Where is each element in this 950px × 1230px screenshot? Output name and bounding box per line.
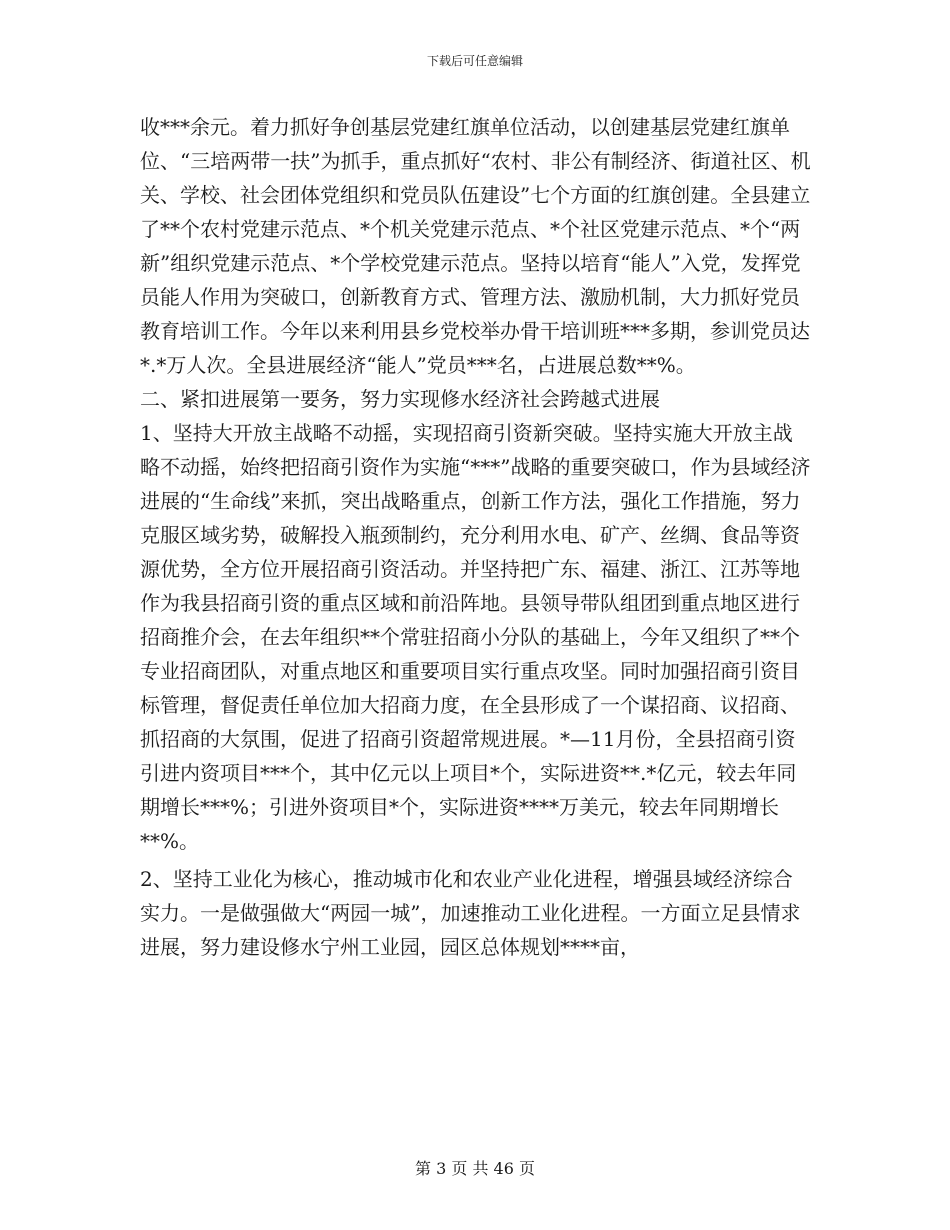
page-header-note: 下载后可任意编辑	[426, 54, 523, 68]
paragraph-investment: 1、坚持大开放主战略不动摇，实现招商引资新突破。坚持实施大开放主战略不动摇，始终把招商引资作为实施“***”战略的重要突破口，作为县域经济进展的“生命线”来抓，突出战略重点，创新工作方法，强化工作措施，努力克服区域劣势，破解投入瓶颈制约，充分利用水电、矿产、丝绸、食品等资源优势，全方位开展招商引资活动。并坚持把广东、福建、浙江、江苏等地作为我县招商引资的重点区域和前沿阵地。县领导带队组团到重点地区进行招商推介会，在去年组织**个常驻招商小分队的基础上，今年又组织了**个专业招商团队，对重点地区和重要项目实行重点攻坚。同时加强招商引资目标管理，督促责任单位加大招商力度，在全县形成了一个谋招商、议招商、抓招商的大氛围，促进了招商引资超常规进展。*—11月份，全县招商引资引进内资项目***个，其中亿元以上项目*个，实际进资**.*亿元，较去年同期增长***%；引进外资项目*个，实际进资****万美元，较去年同期增长**%。	[140, 421, 811, 853]
paragraph-industrialization: 2、坚持工业化为核心，推动城市化和农业产业化进程，增强县域经济综合实力。一是做强做大“两园一城”，加速推动工业化进程。一方面立足县情求进展，努力建设修水宁州工业园，园区总体规划****亩，	[140, 867, 801, 959]
paragraph-party-building: 收***余元。着力抓好争创基层党建红旗单位活动，以创建基层党建红旗单位、“三培两带一扶”为抓手，重点抓好“农村、非公有制经济、街道社区、机关、学校、社会团体党组织和党员队伍建设”七个方面的红旗创建。全县建立了**个农村党建示范点、*个机关党建示范点、*个社区党建示范点、*个“两新”组织党建示范点、*个学校党建示范点。坚持以培育“能人”入党，发挥党员能人作用为突破口，创新教育方式、管理方法、激励机制，大力抓好党员教育培训工作。今年以来利用县乡党校举办骨干培训班***多期，参训党员达*.*万人次。全县进展经济“能人”党员***名，占进展总数**%。	[140, 115, 811, 377]
section-heading-development: 二、紧扣进展第一要务，努力实现修水经济社会跨越式进展	[140, 387, 660, 411]
page-number-footer: 第 3 页 共 46 页	[415, 1159, 535, 1178]
document-body	[140, 110, 812, 964]
